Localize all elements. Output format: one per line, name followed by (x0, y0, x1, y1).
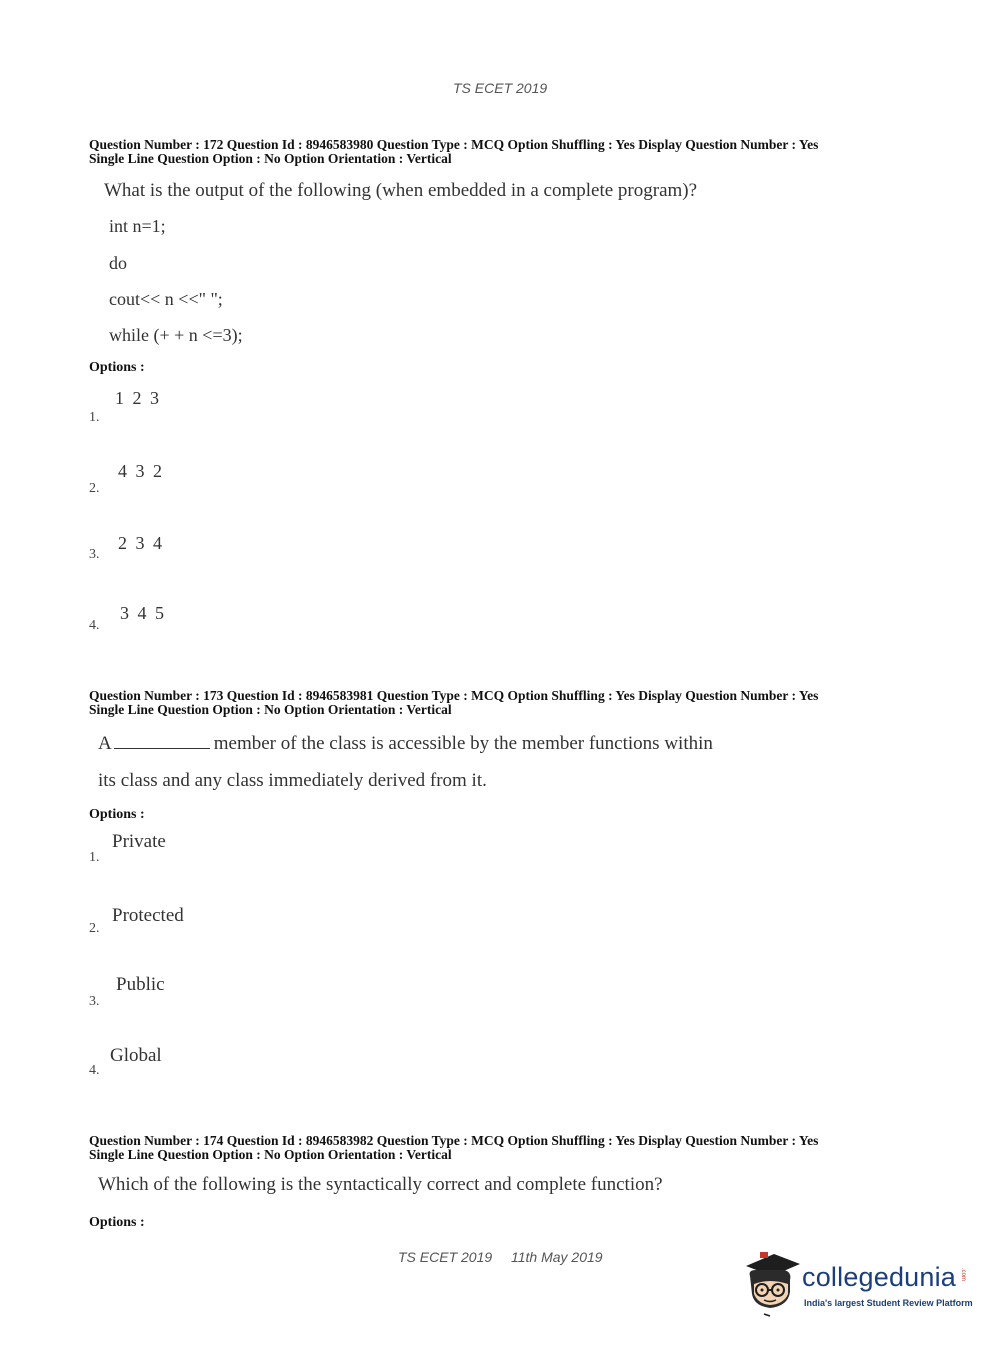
question-text-start: A (98, 733, 112, 754)
logo-wordmark: collegedunia (802, 1262, 957, 1292)
option-text: Public (116, 974, 165, 995)
question-meta-line1: Question Number : 173 Question Id : 8946583981 Question Type : MCQ Option Shuffling : Yes Display Question Number : Yes (89, 688, 819, 703)
option-number: 4. (89, 1063, 100, 1078)
question-text-line2: its class and any class immediately derived from it. (98, 770, 487, 791)
option-text: 1 2 3 (115, 388, 161, 408)
option-text: 4 3 2 (118, 461, 164, 481)
question-text: What is the output of the following (when embedded in a complete program)? (104, 180, 698, 201)
question-text (98, 733, 713, 755)
footer-date: 11th May 2019 (511, 1249, 603, 1265)
question-meta-line2: Single Line Question Option : No Option Orientation : Vertical (89, 151, 452, 166)
option-number: 3. (89, 994, 100, 1009)
question-text-rest: member of the class is accessible by the member functions within (213, 733, 713, 754)
question-text: Which of the following is the syntactically correct and complete function? (98, 1174, 663, 1195)
mascot-icon (740, 1248, 802, 1318)
options-label: Options : (89, 360, 145, 375)
code-line: cout<< n <<" "; (109, 289, 223, 309)
option-number: 1. (89, 850, 100, 865)
code-line: while (+ + n <=3); (109, 325, 243, 345)
logo-suffix: .com (960, 1268, 966, 1282)
question-meta-line1: Question Number : 174 Question Id : 8946583982 Question Type : MCQ Option Shuffling : Yes Display Question Number : Yes (89, 1133, 819, 1148)
fill-in-blank (114, 734, 210, 749)
question-meta-line2: Single Line Question Option : No Option Orientation : Vertical (89, 702, 452, 717)
question-meta-line1: Question Number : 172 Question Id : 8946583980 Question Type : MCQ Option Shuffling : Yes Display Question Number : Yes (89, 137, 819, 152)
footer-exam: TS ECET 2019 (398, 1249, 493, 1265)
option-text: 3 4 5 (120, 603, 166, 623)
option-number: 4. (89, 618, 100, 633)
option-text: Global (110, 1045, 162, 1066)
question-meta-line2: Single Line Question Option : No Option Orientation : Vertical (89, 1147, 452, 1162)
option-text: Protected (112, 905, 184, 926)
options-label: Options : (89, 807, 145, 822)
collegedunia-logo[interactable] (738, 1246, 978, 1322)
page-header: TS ECET 2019 (453, 80, 548, 96)
logo-tagline: India's largest Student Review Platform (804, 1298, 973, 1308)
option-number: 1. (89, 410, 100, 425)
option-number: 3. (89, 547, 100, 562)
options-label: Options : (89, 1215, 145, 1230)
code-line: do (109, 253, 127, 273)
option-text: Private (112, 831, 166, 852)
option-text: 2 3 4 (118, 533, 164, 553)
option-number: 2. (89, 921, 100, 936)
code-line: int n=1; (109, 216, 166, 236)
option-number: 2. (89, 481, 100, 496)
